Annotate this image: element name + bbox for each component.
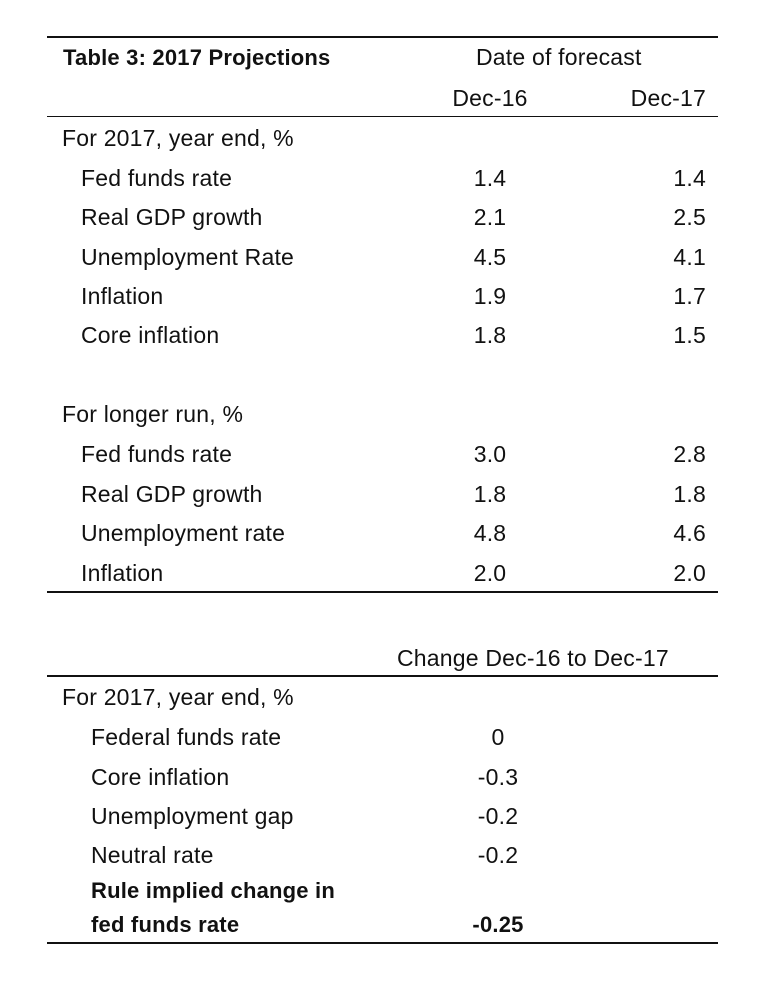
cell-dec16: 1.8 — [473, 481, 507, 507]
cell-change: -0.2 — [477, 842, 519, 868]
cell-dec17: 4.1 — [673, 244, 706, 270]
cell-dec16: 2.1 — [473, 204, 507, 230]
row-label: Core inflation — [91, 764, 230, 790]
row-label: Inflation — [81, 283, 164, 309]
column-header-dec17: Dec-17 — [630, 85, 706, 111]
cell-dec16: 1.9 — [473, 283, 507, 309]
cell-dec17: 1.8 — [673, 481, 706, 507]
cell-dec17: 1.7 — [673, 283, 706, 309]
table2-bottom-rule — [47, 942, 718, 944]
rule-implied-value: -0.25 — [472, 912, 524, 937]
cell-dec16: 1.8 — [473, 322, 507, 348]
cell-dec17: 4.6 — [673, 520, 706, 546]
cell-dec17: 1.5 — [673, 322, 706, 348]
cell-change: -0.3 — [477, 764, 519, 790]
cell-dec17: 2.8 — [673, 441, 706, 467]
cell-dec17: 2.5 — [673, 204, 706, 230]
row-label: Unemployment Rate — [81, 244, 295, 270]
row-label: Inflation — [81, 560, 164, 586]
row-label: Federal funds rate — [91, 724, 282, 750]
cell-change: -0.2 — [477, 803, 519, 829]
header-rule — [47, 116, 718, 117]
cell-dec17: 1.4 — [673, 165, 706, 191]
cell-dec16: 4.8 — [473, 520, 507, 546]
section-label-longer-run: For longer run, % — [62, 401, 244, 427]
row-label: Fed funds rate — [81, 165, 233, 191]
rule-implied-label-line2: fed funds rate — [91, 912, 240, 937]
cell-dec16: 1.4 — [473, 165, 507, 191]
change-header: Change Dec-16 to Dec-17 — [397, 645, 669, 671]
row-label: Neutral rate — [91, 842, 214, 868]
cell-dec16: 4.5 — [473, 244, 507, 270]
table-title: Table 3: 2017 Projections — [63, 45, 331, 70]
row-label: Fed funds rate — [81, 441, 233, 467]
date-of-forecast-header: Date of forecast — [476, 44, 642, 70]
table-top-rule — [47, 36, 718, 38]
rule-implied-label-line1: Rule implied change in — [91, 878, 335, 903]
row-label: Unemployment rate — [81, 520, 286, 546]
cell-dec17: 2.0 — [673, 560, 706, 586]
cell-change: 0 — [491, 724, 505, 750]
column-header-dec16: Dec-16 — [452, 85, 528, 111]
section-label-2017: For 2017, year end, % — [62, 684, 294, 710]
row-label: Real GDP growth — [81, 481, 263, 507]
row-label: Unemployment gap — [91, 803, 294, 829]
table2-header-rule — [47, 675, 718, 677]
table-bottom-rule — [47, 591, 718, 593]
section-label-2017: For 2017, year end, % — [62, 125, 294, 151]
row-label: Real GDP growth — [81, 204, 263, 230]
row-label: Core inflation — [81, 322, 220, 348]
cell-dec16: 2.0 — [473, 560, 507, 586]
cell-dec16: 3.0 — [473, 441, 507, 467]
